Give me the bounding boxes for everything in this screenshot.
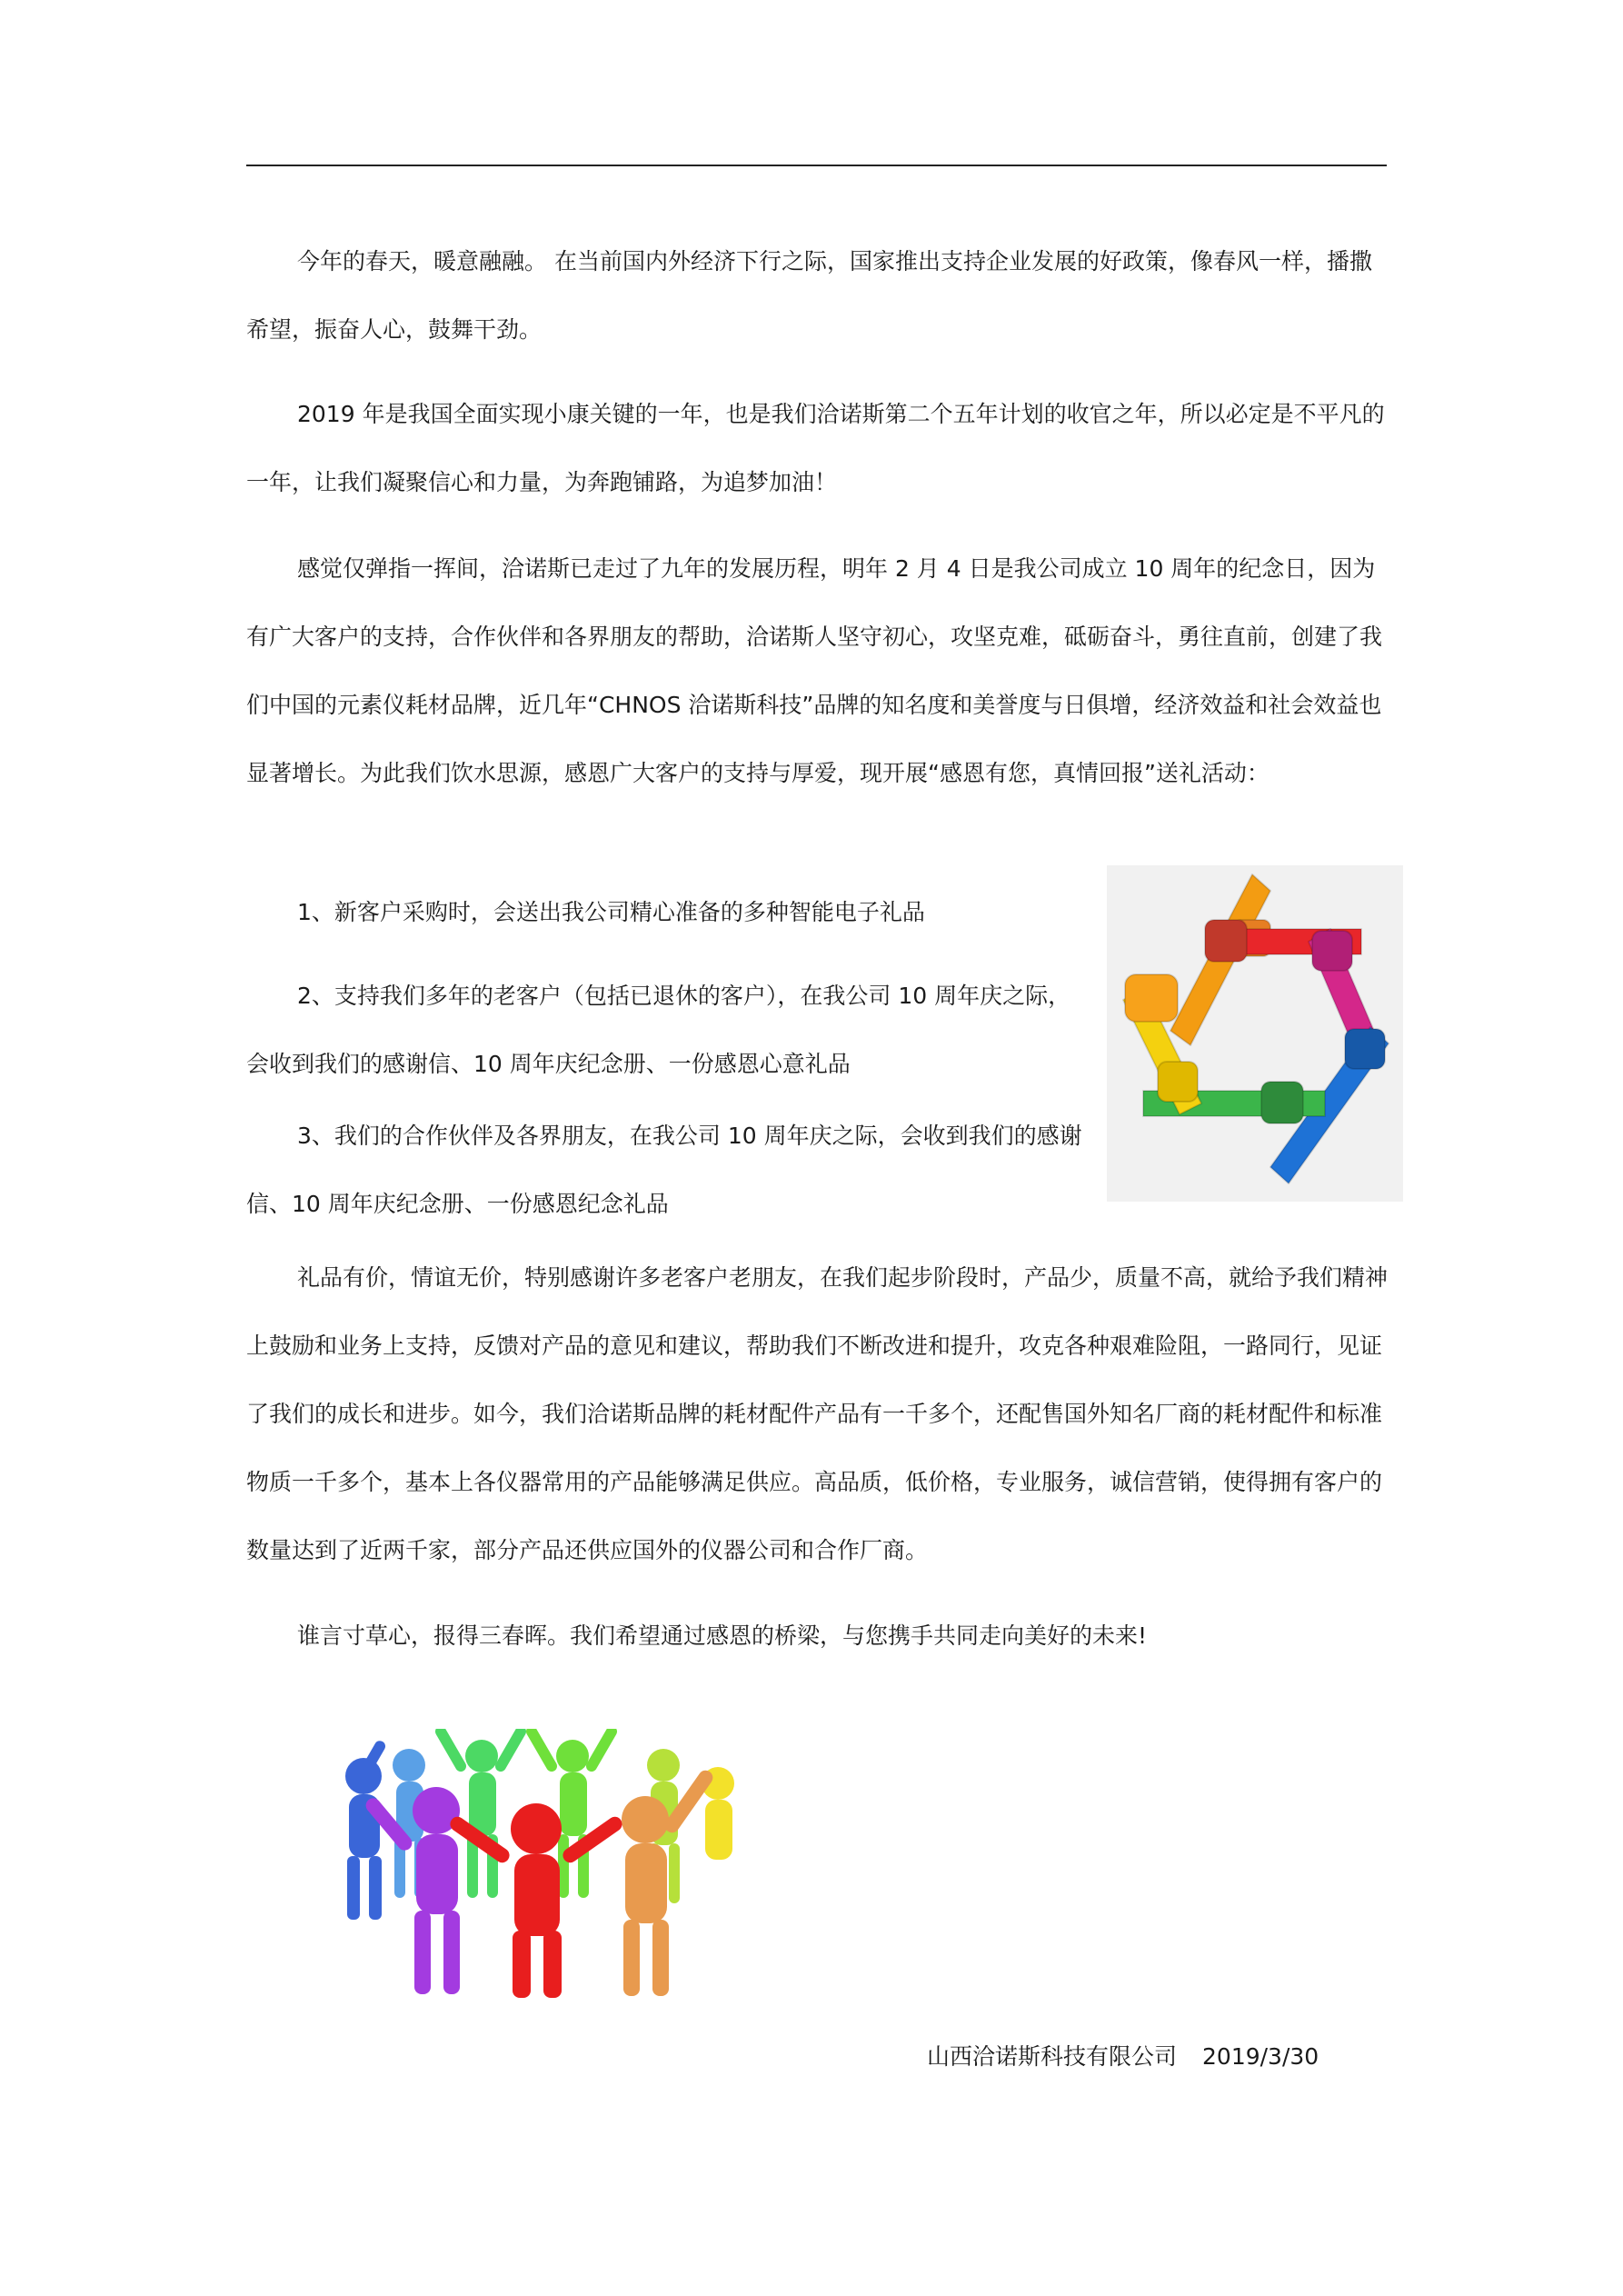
hands-star-illustration: [1107, 865, 1403, 1202]
people-circle-illustration: [336, 1729, 763, 2002]
figure-red: [447, 1803, 624, 1998]
header-rule: [246, 165, 1387, 166]
paragraph-anniversary: 感觉仅弹指一挥间，洽诺斯已走过了九年的发展历程，明年 2 月 4 日是我公司成立 10 周年的纪念日，因为有广大客户的支持，合作伙伴和各界朋友的帮助，洽诺斯人坚守初心，攻坚克难，砥砺奋斗，勇往直前，创建了我们中国的元素仪耗材品牌，近几年“CHNOS 洽诺斯科技”品牌的知名度和美誉度与日俱增，经济效益和社会效益也显著增长。为此我们饮水思源，感恩广大客户的支持与厚爱，现开展“感恩有您，真情回报”送礼活动：: [246, 555, 1383, 786]
paragraph-2019: 2019 年是我国全面实现小康关键的一年，也是我们洽诺斯第二个五年计划的收官之年，所以必定是不平凡的一年，让我们凝聚信心和力量，为奔跑铺路，为追梦加油！: [246, 401, 1385, 495]
people-circle-graphic: [336, 1729, 763, 2002]
company-name: 山西洽诺斯科技有限公司: [927, 2043, 1178, 2070]
list-item-partners: 3、我们的合作伙伴及各界朋友，在我公司 10 周年庆之际，会收到我们的感谢信、10 周年庆纪念册、一份感恩纪念礼品: [246, 1123, 1082, 1217]
yellow-hand: [1158, 1062, 1198, 1102]
green-hand: [1261, 1082, 1303, 1123]
blue-hand: [1345, 1029, 1385, 1069]
signature-date: 2019/3/30: [1202, 2043, 1319, 2070]
list-item-new-customers: 1、新客户采购时，会送出我公司精心准备的多种智能电子礼品: [297, 899, 925, 925]
magenta-hand: [1312, 931, 1352, 971]
hands-star-graphic: [1107, 865, 1403, 1202]
paragraph-future: 谁言寸草心，报得三春晖。我们希望通过感恩的桥梁，与您携手共同走向美好的未来!: [297, 1622, 1148, 1649]
paragraph-spring: 今年的春天，暖意融融。 在当前国内外经济下行之际，国家推出支持企业发展的好政策，像春风一样，播撒希望，振奋人心，鼓舞干劲。: [246, 248, 1372, 343]
list-item-old-customers: 2、支持我们多年的老客户（包括已退休的客户），在我公司 10 周年庆之际，会收到我们的感谢信、10 周年庆纪念册、一份感恩心意礼品: [246, 983, 1071, 1077]
paragraph-gratitude: 礼品有价，情谊无价，特别感谢许多老客户老朋友，在我们起步阶段时，产品少，质量不高，就给予我们精神上鼓励和业务上支持，反馈对产品的意见和建议，帮助我们不断改进和提升，攻克各种艰难险阻，一路同行，见证了我们的成长和进步。如今，我们洽诺斯品牌的耗材配件产品有一千多个，还配售国外知名厂商的耗材配件和标准物质一千多个，基本上各仪器常用的产品能够满足供应。高品质，低价格，专业服务，诚信营销，使得拥有客户的数量达到了近两千家，部分产品还供应国外的仪器公司和合作厂商。: [246, 1264, 1389, 1563]
signature-line: [927, 2039, 1319, 2075]
red-hand: [1205, 920, 1247, 962]
orange-fist: [1125, 974, 1178, 1022]
figure-blue: [345, 1739, 387, 1920]
